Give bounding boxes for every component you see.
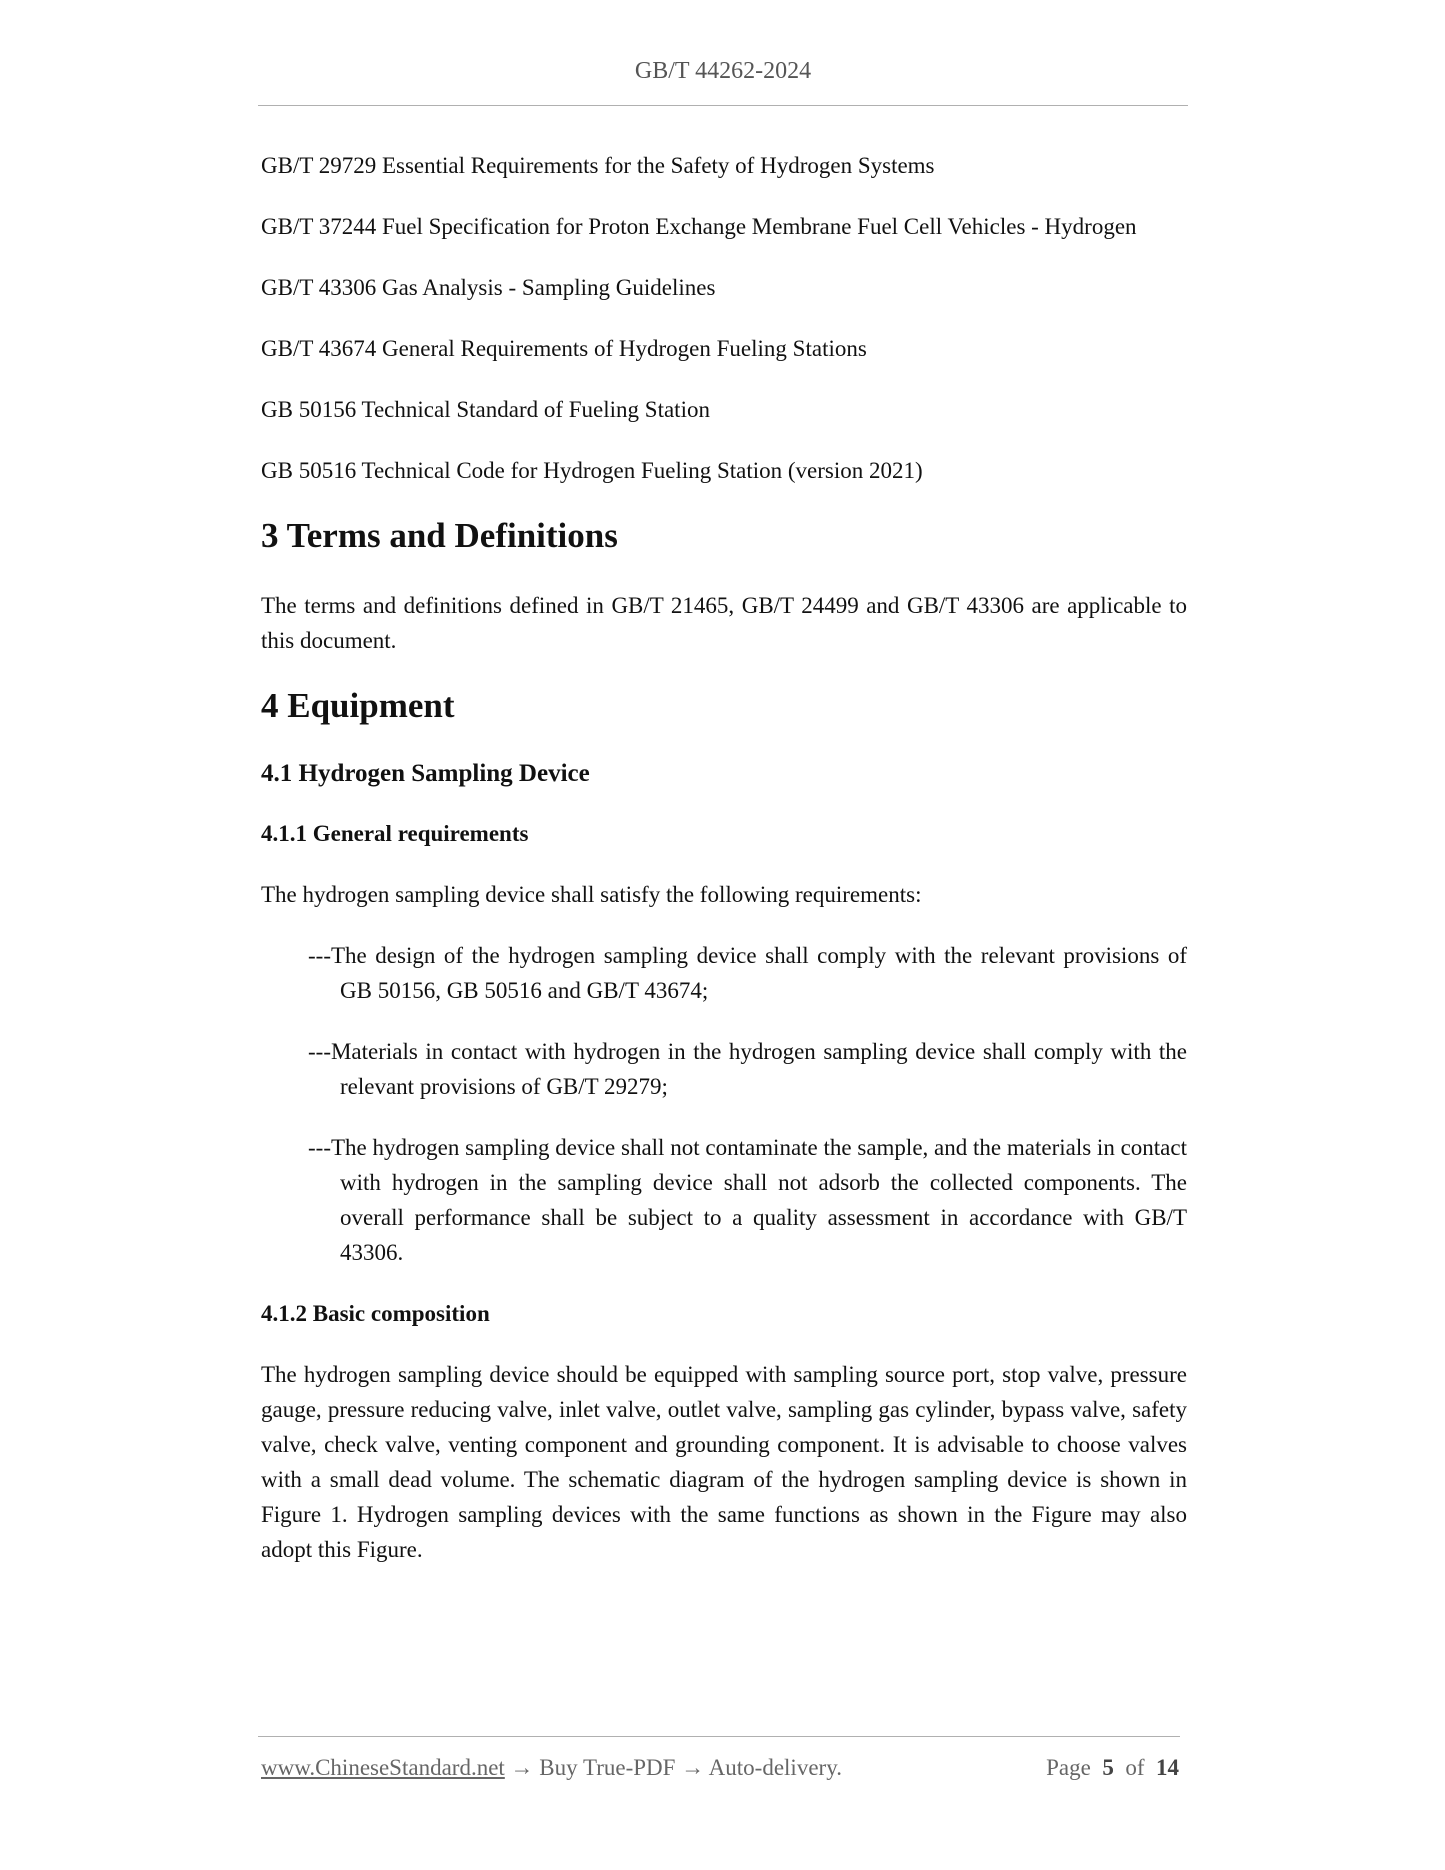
of-label: of (1125, 1755, 1145, 1780)
requirement-item: ---The design of the hydrogen sampling device shall comply with the relevant provisions of GB 50156, GB 50516 and GB/T 43674; (308, 943, 1187, 1003)
reference-item: GB/T 37244 Fuel Specification for Proton Exchange Membrane Fuel Cell Vehicles - Hydrogen (261, 214, 1137, 239)
page-content (261, 148, 1187, 1567)
footer-promo (261, 1755, 842, 1781)
reference-item: GB 50156 Technical Standard of Fueling Station (261, 397, 710, 422)
footer-divider (258, 1736, 1180, 1737)
reference-item: GB/T 43674 General Requirements of Hydrogen Fueling Stations (261, 336, 867, 361)
header-divider (258, 105, 1188, 106)
current-page: 5 (1102, 1755, 1114, 1780)
general-requirements-intro: The hydrogen sampling device shall satisfy the following requirements: (261, 882, 922, 907)
arrow-icon: → (681, 1755, 705, 1780)
page-label: Page (1046, 1755, 1091, 1780)
reference-item: GB/T 29729 Essential Requirements for the Safety of Hydrogen Systems (261, 153, 935, 178)
page-footer (261, 1755, 1179, 1790)
section-3-text: The terms and definitions defined in GB/T 21465, GB/T 24499 and GB/T 43306 are applicable to this document. (261, 593, 1187, 653)
requirements-list (261, 938, 1187, 1270)
auto-delivery-text: Auto-delivery. (708, 1755, 842, 1780)
requirement-item: ---Materials in contact with hydrogen in the hydrogen sampling device shall comply with the relevant provisions of GB/T 29279; (308, 1039, 1187, 1099)
requirement-item: ---The hydrogen sampling device shall not contaminate the sample, and the materials in contact with hydrogen in the sampling device shall not adsorb the collected components. The overall performance shall be subject to a quality assessment in accordance with GB/T 43306. (308, 1135, 1187, 1265)
section-4-1-1-heading: 4.1.1 General requirements (261, 821, 529, 846)
basic-composition-text: The hydrogen sampling device should be equipped with sampling source port, stop valve, pressure gauge, pressure reducing valve, inlet valve, outlet valve, sampling gas cylinder, bypass valve, safety valve, check valve, venting component and grounding component. It is advisable to choose valves with a small dead volume. The schematic diagram of the hydrogen sampling device is shown in Figure 1. Hydrogen sampling devices with the same functions as shown in the Figure may also adopt this Figure. (261, 1362, 1187, 1562)
reference-item: GB 50516 Technical Code for Hydrogen Fueling Station (version 2021) (261, 458, 923, 483)
section-4-1-heading: 4.1 Hydrogen Sampling Device (261, 760, 590, 787)
total-pages: 14 (1156, 1755, 1179, 1780)
buy-pdf-text: Buy True-PDF (539, 1755, 676, 1780)
arrow-icon: → (510, 1755, 534, 1780)
section-4-1-2-heading: 4.1.2 Basic composition (261, 1301, 490, 1326)
section-4-heading: 4 Equipment (261, 686, 455, 725)
document-code-header: GB/T 44262-2024 (634, 58, 812, 84)
page-number (1046, 1755, 1179, 1781)
website-link[interactable]: www.ChineseStandard.net (261, 1755, 505, 1780)
section-3-heading: 3 Terms and Definitions (261, 516, 618, 555)
reference-item: GB/T 43306 Gas Analysis - Sampling Guidelines (261, 275, 716, 300)
normative-references-list (261, 148, 1187, 488)
